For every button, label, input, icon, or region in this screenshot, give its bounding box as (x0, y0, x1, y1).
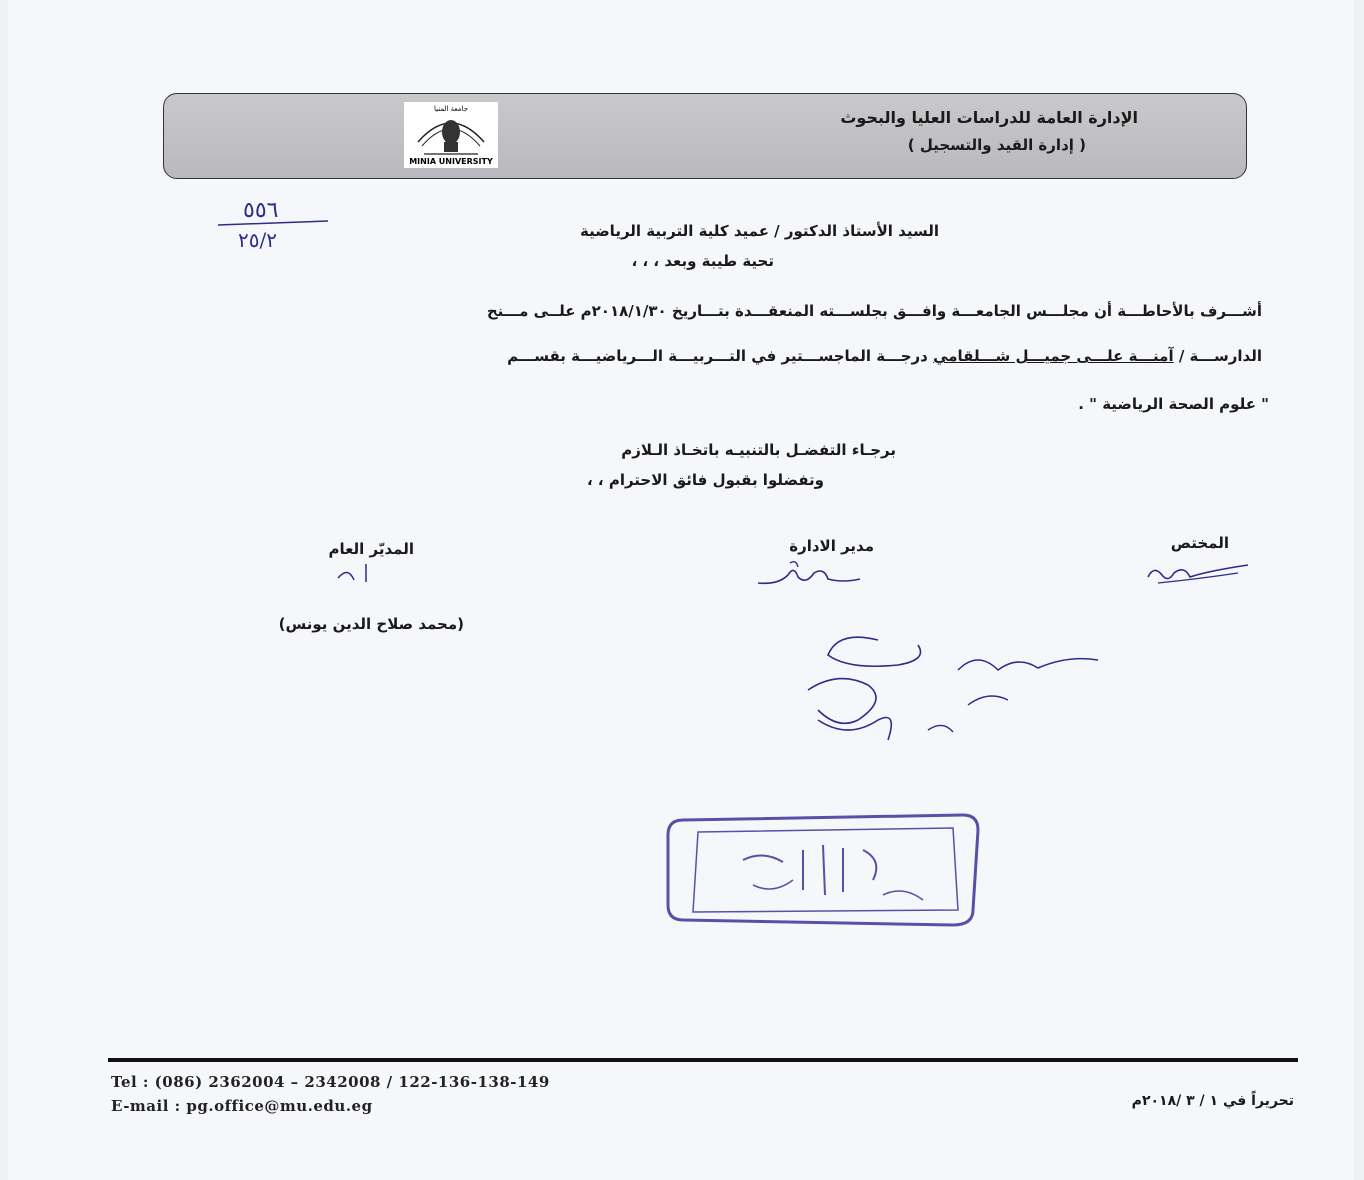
handwritten-annotation (778, 630, 1128, 780)
header-subtitle: ( إدارة القيد والتسجيل ) (907, 136, 1086, 154)
handwritten-sub: ٢٥/٢ (238, 228, 277, 252)
official-stamp (653, 800, 993, 940)
request-line: برجـاء التفضـل بالتنبيـه باتخـاذ الـلازم (621, 441, 896, 459)
student-name: آمنـــة علـــى جميـــل شـــلقامي (933, 347, 1174, 365)
university-logo (404, 102, 498, 168)
addressee: السيد الأستاذ الدكتور / عميد كلية التربية الرياضية (579, 222, 939, 240)
handwritten-reference-number (208, 195, 338, 255)
letterhead (163, 93, 1247, 179)
admin-manager-label: مدير الادارة (789, 537, 874, 555)
logo-top-text: جامعة المنيا (433, 105, 469, 113)
general-manager-name: (محمد صلاح الدين يونس) (278, 615, 464, 633)
specialist-label: المختص (1170, 534, 1229, 552)
footer-date: تحريراً في ١ / ٣ /٢٠١٨م (1131, 1093, 1294, 1109)
header-title: الإدارة العامة للدراسات العليا والبحوث (840, 108, 1138, 127)
department-name: " علوم الصحة الرياضية " . (1078, 395, 1269, 413)
body-line-2 (112, 347, 1262, 365)
body-line-1: أشـــرف بالأحاطـــة أن مجلـــس الجامعـــة وافـــق بجلســـته المنعقـــدة بتـــاريخ ٢٠١٨/١/٣٠م علــى مـــنح (486, 302, 1262, 320)
body-line-2-start: الدارســـة / (1178, 347, 1262, 365)
footer-divider (108, 1058, 1298, 1062)
logo-bottom-text: MINIA UNIVERSITY (409, 157, 493, 166)
closing-line: وتفضلوا بقبول فائق الاحترام ، ، (587, 471, 824, 489)
footer-email: E-mail : pg.office@mu.edu.eg (111, 1097, 373, 1115)
document-page (8, 0, 1354, 1180)
body-line-2-end: درجـــة الماجســـتير في التـــربيـــة الـــرياضيـــة بقســـم (507, 347, 928, 365)
general-manager-label: المديّر العام (328, 540, 414, 558)
specialist-signature (1138, 555, 1258, 595)
footer-tel: Tel : (086) 2362004 – 2342008 / 122-136-138-149 (111, 1073, 550, 1091)
handwritten-number: ٥٥٦ (243, 198, 279, 223)
admin-manager-signature (748, 555, 868, 595)
general-manager-signature (308, 558, 388, 588)
greeting: تحية طيبة وبعد ، ، ، (631, 252, 774, 270)
